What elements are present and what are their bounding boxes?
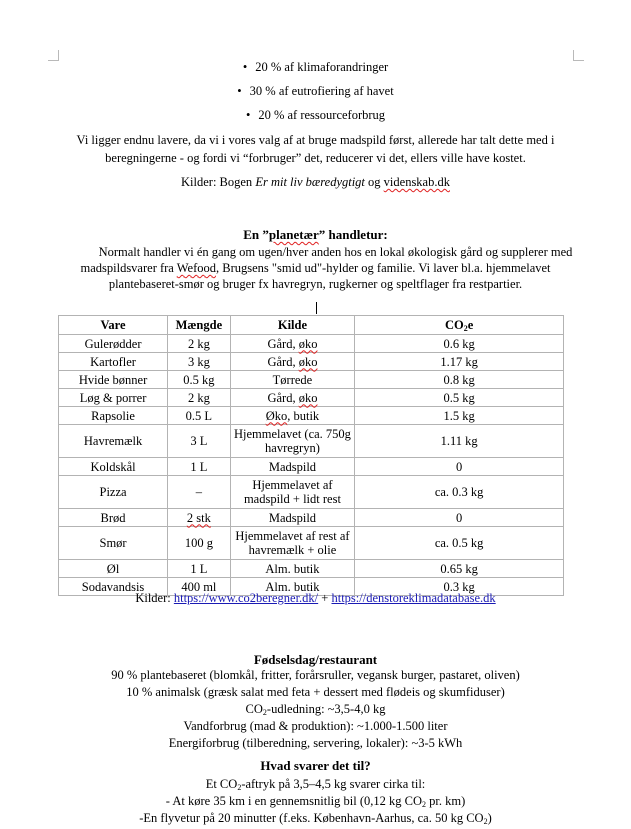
table-row: Løg & porrer 2 kg Gård, øko 0.5 kg [59,389,564,407]
table-row: Brød 2 stk Madspild 0 [59,509,564,527]
table-row: Rapsolie 0.5 L Øko, butik 1.5 kg [59,407,564,425]
table-row: Kartofler 3 kg Gård, øko 1.17 kg [59,353,564,371]
site-name: videnskab.dk [383,175,450,189]
fodselsdag-heading: Fødselsdag/restaurant [253,652,378,667]
hvad-heading: Hvad svarer det til? [260,758,371,773]
text-cursor [316,302,317,314]
fodselsdag-body: 90 % plantebaseret (blomkål, fritter, forårsruller, vegansk burger, pastaret, oliven) 10 % animalsk (græsk salat med feta + dessert med flødeis og skumfiduser) $CO_2$-udledning: ~3,5-4,0 kg Vandforbrug (mad & produktion): ~1.000-1.500 liter Energiforbrug (tilberedning, servering, lokaler): ~3-5 kWh [111,668,520,750]
col-header-co2e: $CO_2e$ [355,316,564,335]
lower-paragraph: Vi ligger endnu lavere, da vi i vores valg af at bruge madspild først, allerede har talt dette med i beregningerne - og fordi vi “forbruger” det, reducerer vi det, ellers ville have kostet. [76,133,555,165]
table-row: Pizza – Hjemmelavet af madspild + lidt rest ca. 0.3 kg [59,476,564,509]
klimadatabase-link[interactable]: https://denstoreklimadatabase.dk [331,591,496,605]
table-sources: Kilder: https://www.co2beregner.dk/ + https://denstoreklimadatabase.dk [135,591,496,605]
co2beregner-link[interactable]: https://www.co2beregner.dk/ [173,591,319,605]
bullet-item: • 20 % af klimaforandringer [242,60,389,74]
bullet-dot-icon: • [245,108,251,122]
col-header-kilde: Kilde [230,316,355,335]
handel-intro: Normalt handler vi én gang om ugen/hver anden hos en lokal økologisk gård og supplerer med madspildsvarer fra Wefood, Brugsens "smid ud"-hylder og familie. Vi laver bl.a. hjemmelavet plantebaseret-smør og bruger fx havregryn, rugkerner og speltflager fra restpartier. [80,245,573,291]
table-row: Gulerødder 2 kg Gård, øko 0.6 kg [59,335,564,353]
table-row: Sodavandsis 400 ml Alm. butik 0.3 kg [59,578,564,596]
col-header-vare: Vare [59,316,168,335]
bullet-dot-icon: • [237,84,242,98]
table-row: Havremælk 3 L Hjemmelavet (ca. 750g havregryn) 1.11 kg [59,425,564,458]
bullet-list [58,59,573,131]
grocery-table [58,315,564,596]
bullet-dot-icon: • [242,60,248,74]
table-row: Øl 1 L Alm. butik 0.65 kg [59,560,564,578]
bullet-item: • 30 % af eutrofiering af havet [237,84,394,98]
table-header-row [59,316,564,335]
handel-heading: En ”planetær” handletur: [243,227,388,242]
margin-corner-top-right [573,50,584,61]
book-title: Er mit liv bæredygtigt [255,175,365,189]
hvad-body: Et $CO_2$-aftryk på 3,5–4,5 kg svarer cirka til: - At køre 35 km i en gennemsnitlig bil (0,12 kg $CO_2$ pr. km) -En flyvetur på 20 minutter (f.eks. København-Aarhus, ca. 50 kg $CO_2$) [139,777,492,826]
table-row: Smør 100 g Hjemmelavet af rest af havremælk + olie ca. 0.5 kg [59,527,564,560]
sources-line: Kilder: Bogen Er mit liv bæredygtigt og videnskab.dk [181,175,450,189]
col-header-maengde: Mængde [168,316,231,335]
bullet-item: • 20 % af ressourceforbrug [245,108,386,122]
table-row: Hvide bønner 0.5 kg Tørrede 0.8 kg [59,371,564,389]
table-row: Koldskål 1 L Madspild 0 [59,458,564,476]
